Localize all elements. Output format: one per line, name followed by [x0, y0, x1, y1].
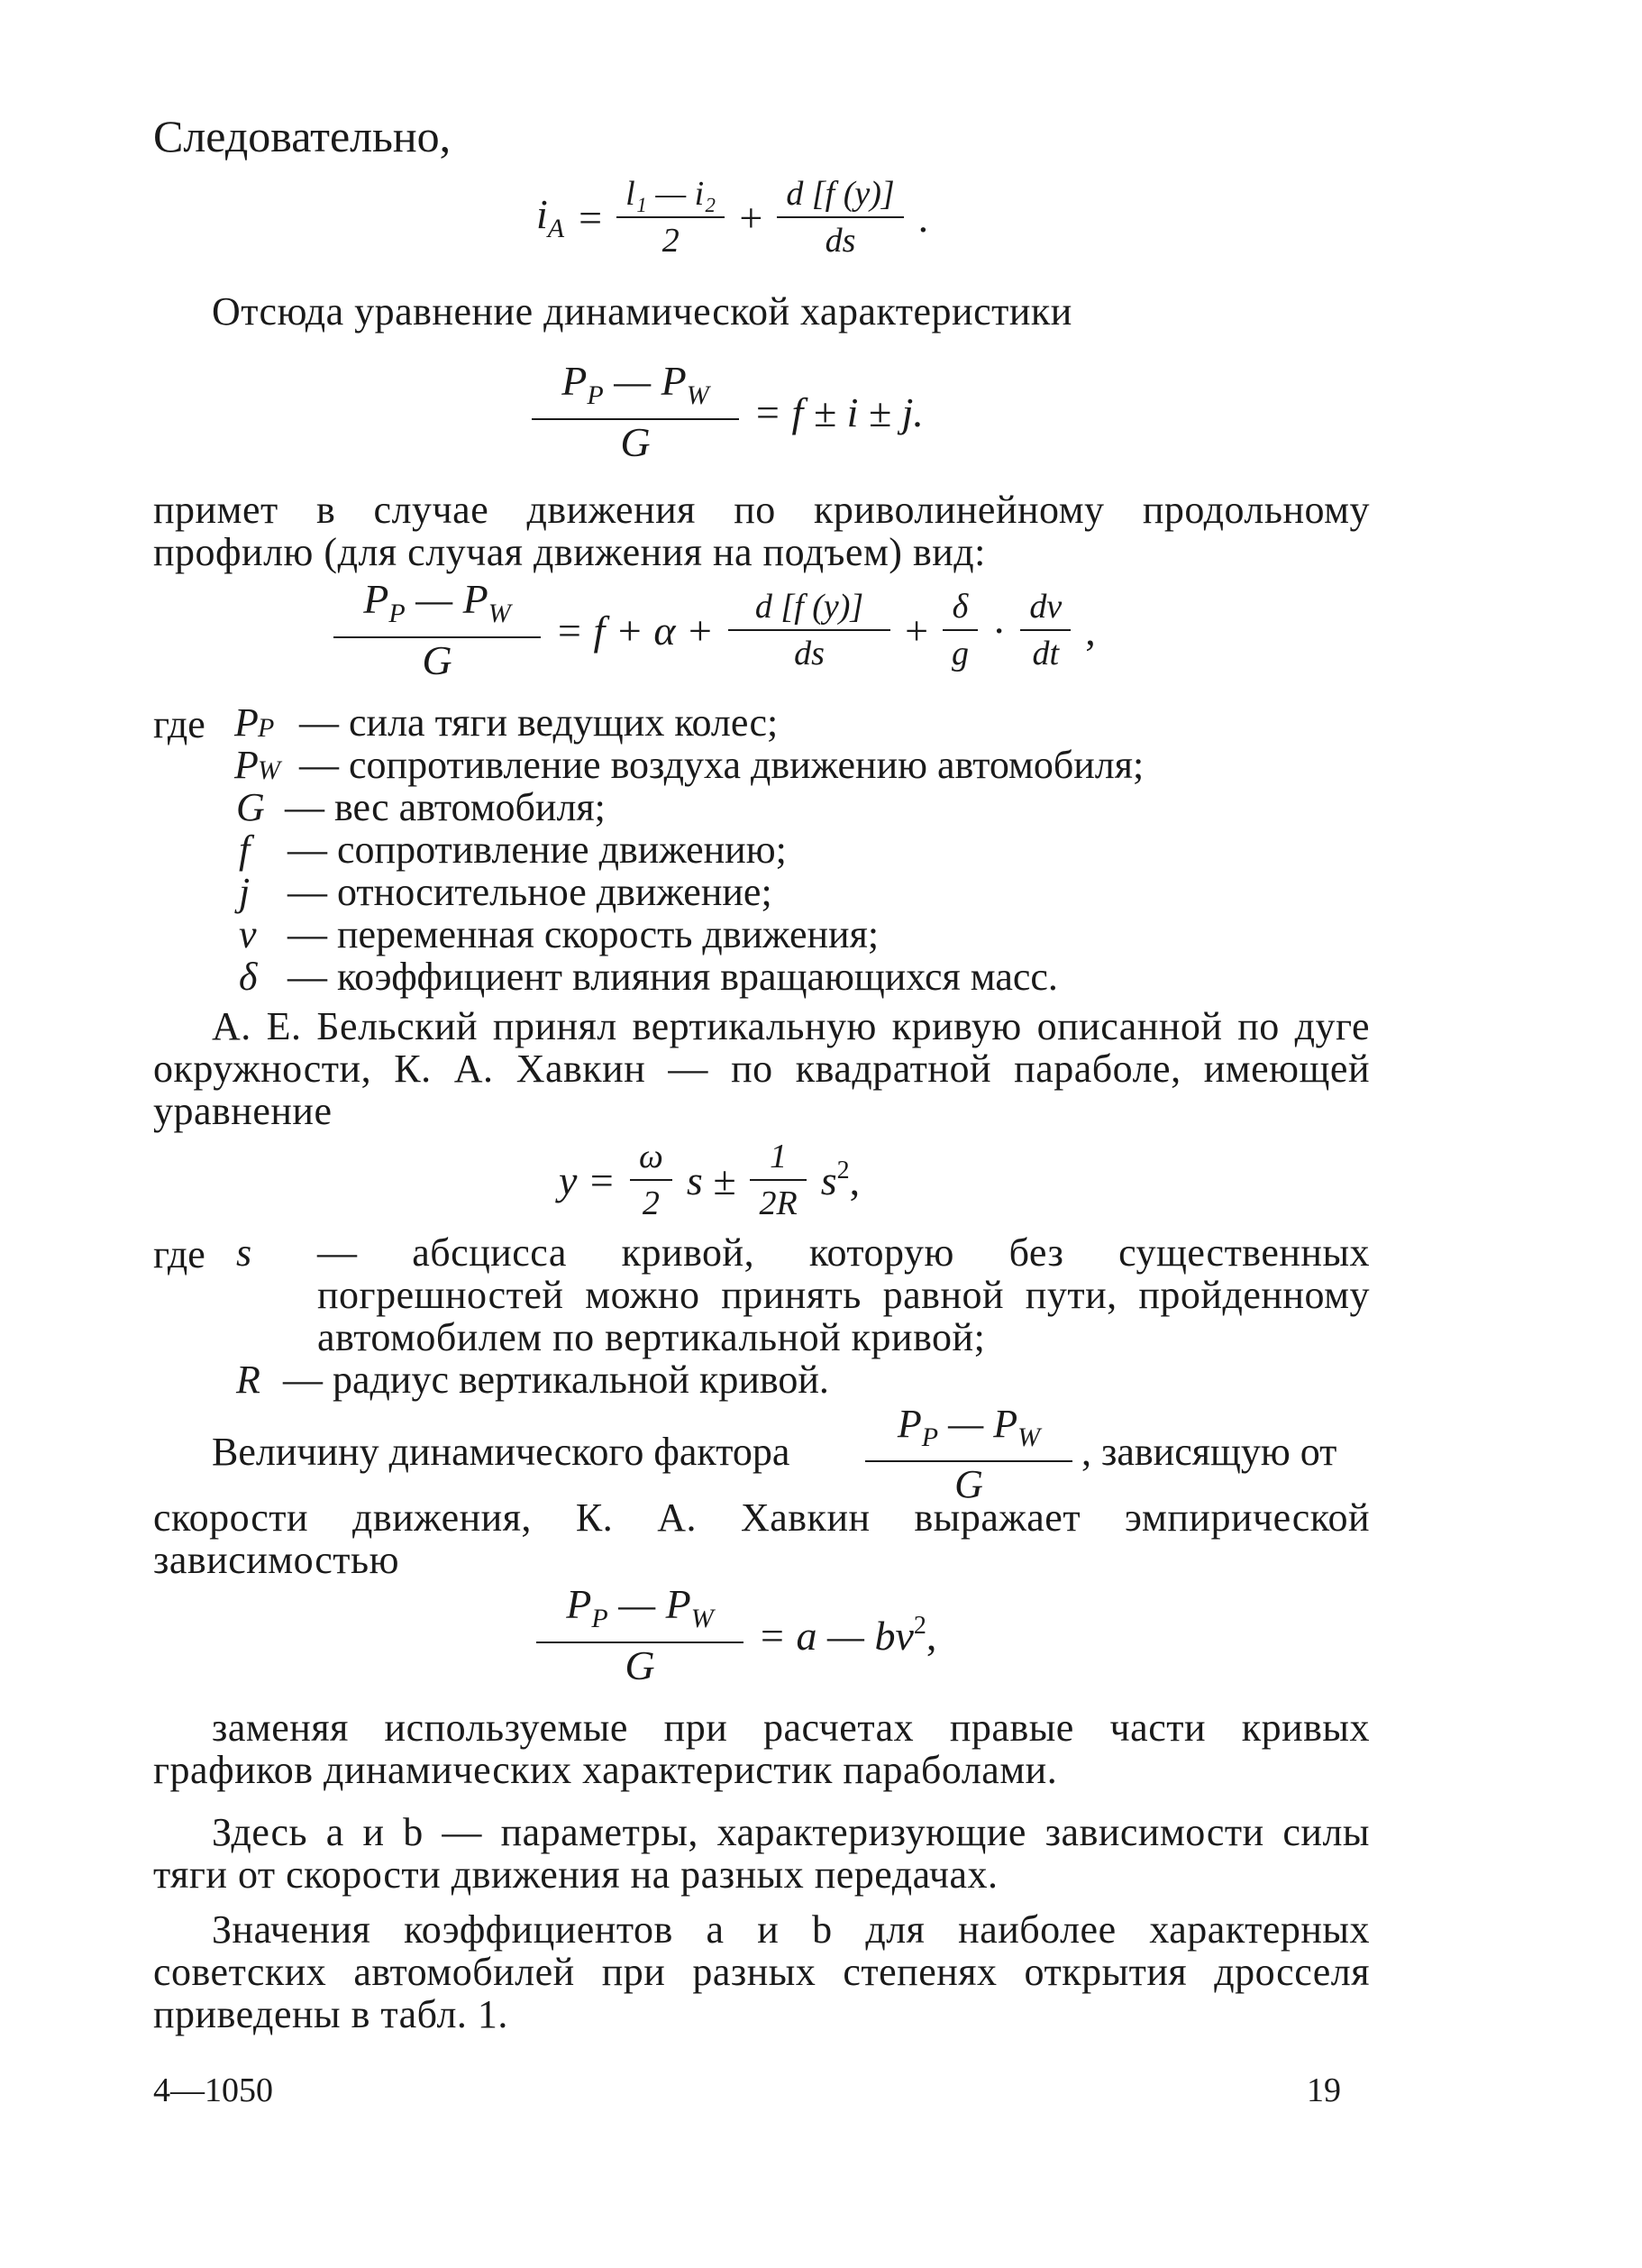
eq-ia-lhs: $i_A$	[536, 191, 565, 243]
legend-symbol: f	[239, 828, 251, 872]
where-label-1: где	[153, 702, 205, 746]
legend-text: — сопротивление движению;	[287, 828, 787, 872]
where-label-2: где	[153, 1232, 205, 1276]
equation-i-a: $i_A$ = $\frac{\text{l₁ — i₂}}{2}$ + $\frac{d [f (y)]}{ds}$ .	[536, 171, 928, 263]
paragraph-4-start: Величину динамического фактора	[212, 1430, 790, 1474]
legend-symbol: v	[239, 912, 257, 956]
legend-text: — сопротивление воздуха движению автомобиля;	[299, 743, 1145, 787]
dynamic-factor-inline: $P_P$ — $P_W$ G	[865, 1402, 1072, 1507]
legend-text: — коэффициент влияния вращающихся масс.	[287, 955, 1058, 999]
paragraph-5: заменяя используемые при расчетах правые части кривых графиков динамических характеристик параболами.	[153, 1706, 1370, 1792]
paragraph-4-end: скорости движения, К. А. Хавкин выражает эмпирической зависимостью	[153, 1495, 1370, 1582]
paragraph-3: А. Е. Бельский принял вертикальную кривую описанной по дуге окружности, К. А. Хавкин — по квадратной параболе, имеющей уравнение	[153, 1004, 1370, 1133]
intro-word: Следовательно,	[153, 111, 452, 161]
signature-mark: 4—1050	[153, 2071, 273, 2109]
legend-symbol: P	[234, 743, 259, 787]
legend-text: — переменная скорость движения;	[287, 912, 880, 956]
legend-text: — вес автомобиля;	[285, 785, 606, 829]
legend-symbol: P	[234, 700, 259, 745]
legend-symbol: G	[236, 785, 265, 829]
equation-dynamic: $\frac{P_P — P_W}{G}$ = f ± i ± j.	[532, 359, 924, 465]
equation-parabola: y = $\frac{\omega}{2}$ s ± $\frac{1}{2R}$ $s^2$,	[559, 1138, 861, 1222]
document-page: Следовательно, $i_A$ = $\frac{\text{l₁ — i₂}}{2}$ + $\frac{d [f (y)]}{ds}$ . Отсюда уравнение динамической характеристики $\frac{P_P — P_W}{G}$ = f ± i ± j. примет в случае движения по криволинейному продольному профилю (для случая движения на подъем) вид: $\frac{P_P — P_W}{G}$ = f + α + $\frac{d [f (y)]}{ds}$ + $\frac{\delta}{g}$ · $\frac{dv}{dt}$ , где P P — сила тяги ведущих колес; P W — сопротивление воздуха движению автомобиля; G — вес автомобиля; f — сопротивление движению; j — относительное движение; v — переменная скорость движения; δ — коэффициент влияния вращающихся масс. А. Е. Бельский принял вертикальную кривую описанной по дуге окружности, К. А. Хавкин — по квадратной параболе, имеющей уравнение y = $\frac{\omega}{2}$ s ± $\frac{1}{2R}$ $s^2$, где s — абсцисса кривой, которую без существенных погрешностей можно принять равной пути, пройденному автомобилем по вертикальной кривой; R — радиус вертикальной кривой. Величину динамического фактора $P_P$ — $P_W$ G , зависящую от скорости движения, К. А. Хавкин выражает эмпирической зависимостью $\frac{P_P — P_W}{G}$ = a — $bv^2$, заменяя используемые при расчетах правые части кривых графиков динамических характеристик параболами. Здесь a и b — параметры, характеризующие зависимости силы тяги от скорости движения на разных передачах. Значения коэффициентов a и b для наиболее характерных советских автомобилей при разных степенях открытия дросселя приведены в табл. 1. 4—1050 19	[153, 111, 1370, 2109]
equation-full: $\frac{P_P — P_W}{G}$ = f + α + $\frac{d [f (y)]}{ds}$ + $\frac{\delta}{g}$ · $\frac{dv}{dt}$ ,	[333, 577, 1096, 683]
paragraph-2: примет в случае движения по криволинейному продольному профилю (для случая движения на подъем) вид:	[153, 488, 1370, 574]
legend-symbol: j	[239, 870, 251, 914]
paragraph-4-mid: , зависящую от	[1081, 1430, 1337, 1474]
eq-ia-frac2: $\frac{d [f (y)]}{ds}$	[777, 171, 903, 263]
equation-empirical: $\frac{P_P — P_W}{G}$ = a — $bv^2$,	[536, 1582, 936, 1688]
legend-s-text: — абсцисса кривой, которую без существенных погрешностей можно принять равной пути, пройденному автомобилем по вертикальной кривой;	[317, 1230, 1370, 1359]
legend-symbol: δ	[239, 955, 258, 999]
paragraph-6: Здесь a и b — параметры, характеризующие зависимости силы тяги от скорости движения на разных передачах.	[153, 1810, 1370, 1897]
page-number: 19	[1307, 2071, 1341, 2109]
legend-text: — сила тяги ведущих колес;	[299, 700, 779, 745]
paragraph-7: Значения коэффициентов a и b для наиболее характерных советских автомобилей при разных степенях открытия дросселя приведены в табл. 1.	[153, 1907, 1370, 2036]
legend-text: — относительное движение;	[287, 870, 772, 914]
eq-ia-frac1: $\frac{\text{l₁ — i₂}}{2}$	[616, 171, 725, 263]
paragraph-1: Отсюда уравнение динамической характеристики	[212, 289, 1072, 334]
